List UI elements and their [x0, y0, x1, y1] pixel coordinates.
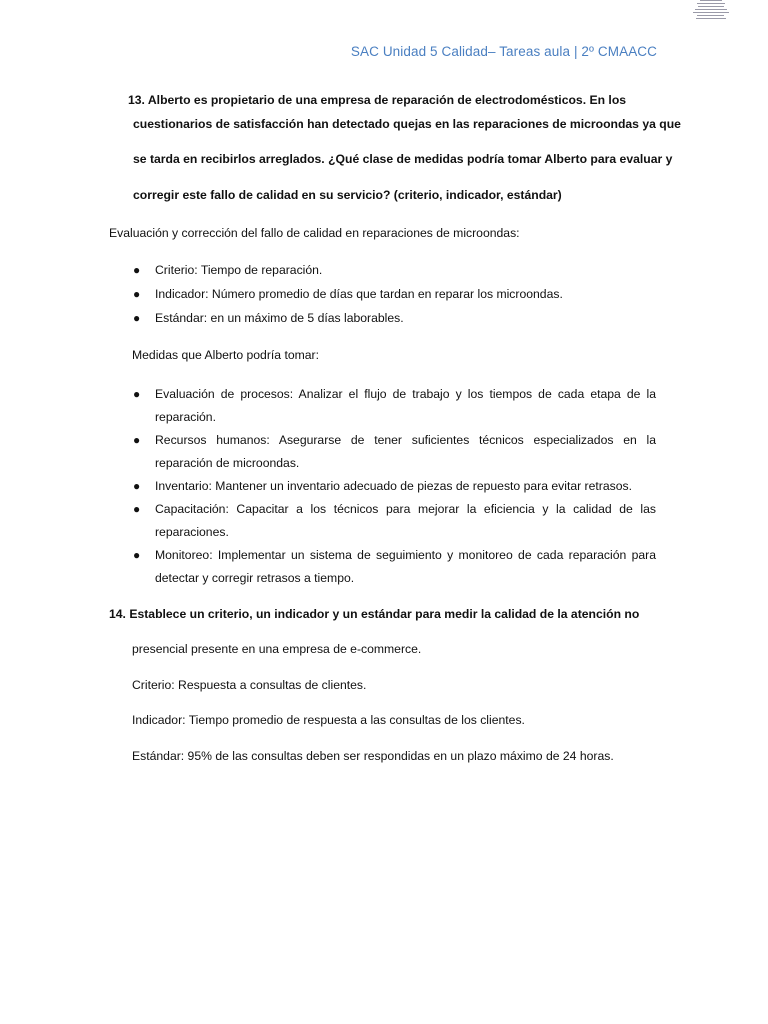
bullet-icon: ●: [133, 387, 141, 401]
list-item: [131, 383, 656, 429]
measure-item-text: Inventario: Mantener un inventario adecuado de piezas de repuesto para evitar retrasos.: [155, 479, 632, 493]
bullet-icon: ●: [133, 548, 141, 562]
list-item: [131, 498, 656, 544]
criteria-item-text: Estándar: en un máximo de 5 días laborables.: [155, 311, 404, 325]
criteria-list: [131, 262, 656, 334]
answer-14-indicador: Indicador: Tiempo promedio de respuesta a las consultas de los clientes.: [132, 713, 525, 727]
measures-title: Medidas que Alberto podría tomar:: [132, 348, 319, 362]
question-13-line-2: cuestionarios de satisfacción han detectado quejas en las reparaciones de microondas ya que: [133, 117, 681, 131]
answer-13-intro: Evaluación y corrección del fallo de calidad en reparaciones de microondas:: [109, 226, 520, 240]
question-13-line-1: 13. Alberto es propietario de una empresa de reparación de electrodomésticos. En los: [128, 93, 627, 107]
question-14-line-2: presencial presente en una empresa de e-commerce.: [132, 642, 422, 656]
answer-14-criterio: Criterio: Respuesta a consultas de clientes.: [132, 678, 367, 692]
list-item: [131, 429, 656, 475]
measure-item-text: Capacitación: Capacitar a los técnicos para mejorar la eficiencia y la calidad de las reparaciones.: [155, 502, 656, 539]
list-item: [131, 310, 656, 326]
list-item: [131, 262, 656, 278]
page-header-title: SAC Unidad 5 Calidad– Tareas aula | 2º CMAACC: [350, 44, 657, 59]
criteria-item-text: Criterio: Tiempo de reparación.: [155, 263, 323, 277]
measures-list: [131, 383, 656, 590]
question-14-line-1: 14. Establece un criterio, un indicador y un estándar para medir la calidad de la atención no: [109, 607, 640, 621]
question-13-line-3: se tarda en recibirlos arreglados. ¿Qué clase de medidas podría tomar Alberto para evaluar y: [133, 152, 673, 166]
question-13-line-4: corregir este fallo de calidad en su servicio? (criterio, indicador, estándar): [133, 188, 562, 202]
criteria-item-text: Indicador: Número promedio de días que tardan en reparar los microondas.: [155, 287, 563, 301]
bullet-icon: ●: [133, 311, 141, 325]
answer-14-estandar: Estándar: 95% de las consultas deben ser respondidas en un plazo máximo de 24 horas.: [132, 749, 614, 763]
bullet-icon: ●: [133, 433, 141, 447]
institution-logo-icon: [693, 0, 729, 24]
list-item: [131, 475, 656, 498]
measure-item-text: Monitoreo: Implementar un sistema de seguimiento y monitoreo de cada reparación para detectar y corregir retrasos a tiempo.: [155, 548, 656, 585]
bullet-icon: ●: [133, 263, 141, 277]
list-item: [131, 286, 656, 302]
bullet-icon: ●: [133, 287, 141, 301]
measure-item-text: Recursos humanos: Asegurarse de tener suficientes técnicos especializados en la reparación de microondas.: [155, 433, 656, 470]
bullet-icon: ●: [133, 479, 141, 493]
bullet-icon: ●: [133, 502, 141, 516]
list-item: [131, 544, 656, 590]
measure-item-text: Evaluación de procesos: Analizar el flujo de trabajo y los tiempos de cada etapa de la reparación.: [155, 387, 656, 424]
